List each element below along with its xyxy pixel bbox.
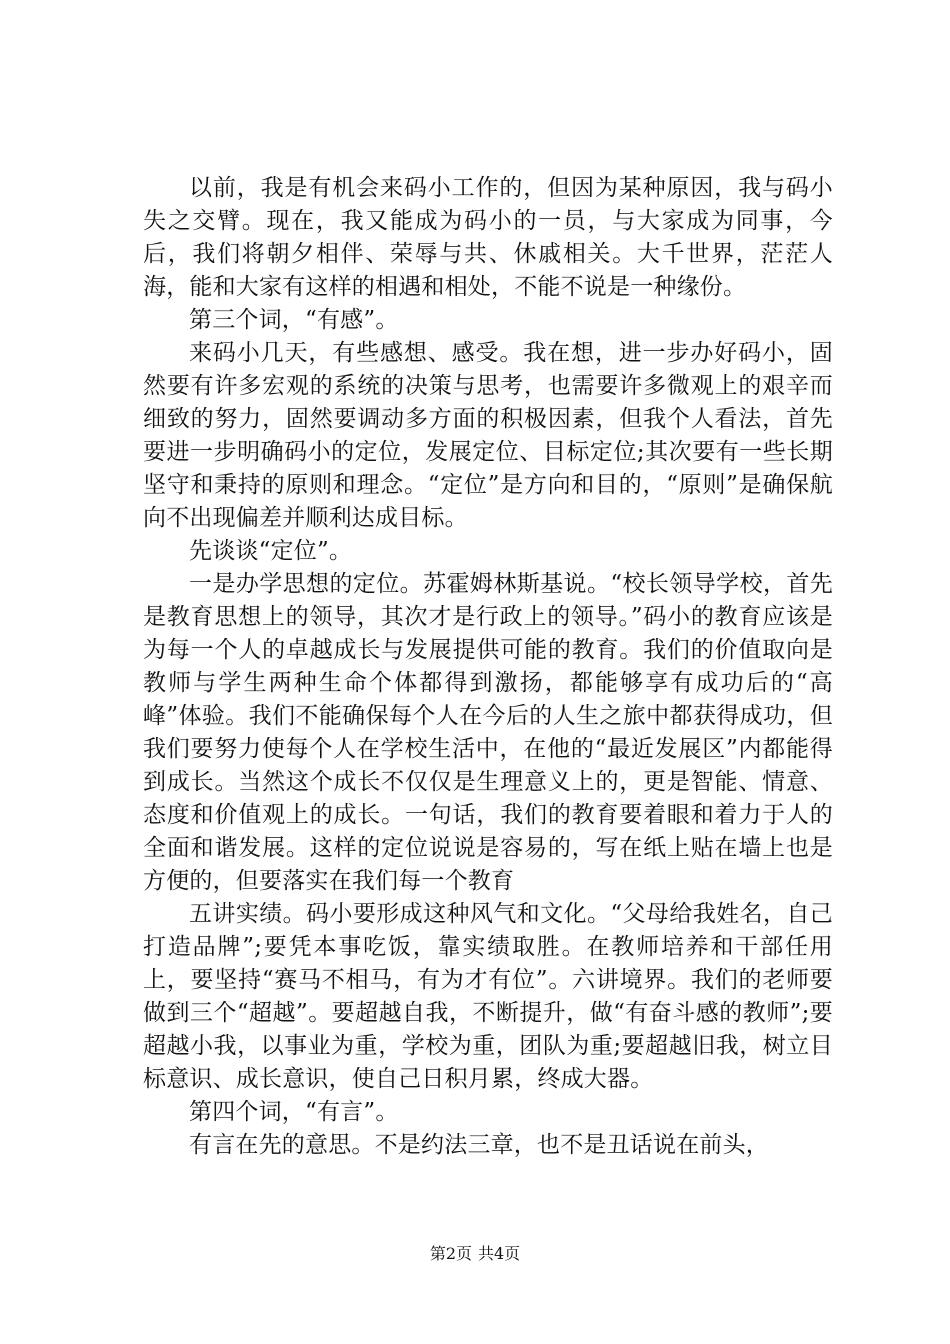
document-body (143, 172, 833, 1162)
paragraph-6: 五讲实绩。码小要形成这种风气和文化。“父母给我姓名，自己打造品牌”;要凭本事吃饭，靠实绩取胜。在教师培养和干部任用上，要坚持“赛马不相马，有为才有位”。六讲境界。我们的老师要做到三个“超越”。要超越自我，不断提升，做“有奋斗感的教师”;要超越小我，以事业为重，学校为重，团队为重;要超越旧我，树立目标意识、成长意识，使自己日积月累，终成大器。 (143, 901, 833, 1092)
paragraph-2: 第三个词，“有感”。 (189, 307, 399, 333)
paragraph-4: 先谈谈“定位”。 (189, 538, 353, 564)
paragraph-5: 一是办学思想的定位。苏霍姆林斯基说。“校长领导学校，首先是教育思想上的领导，其次才是行政上的领导。”码小的教育应该是为每一个人的卓越成长与发展提供可能的教育。我们的价值取向是教师与学生两种生命个体都得到激扬，都能够享有成功后的“高峰”体验。我们不能确保每个人在今后的人生之旅中都获得成功，但我们要努力使每个人在学校生活中，在他的“最近发展区”内都能得到成长。当然这个成长不仅仅是生理意义上的，更是智能、情意、态度和价值观上的成长。一句话，我们的教育要着眼和着力于人的全面和谐发展。这样的定位说说是容易的，写在纸上贴在墙上也是方便的，但要落实在我们每一个教育 (143, 571, 833, 894)
paragraph-3: 来码小几天，有些感想、感受。我在想，进一步办好码小，固然要有许多宏观的系统的决策与思考，也需要许多微观上的艰辛而细致的努力，固然要调动多方面的积极因素，但我个人看法，首先要进一步明确码小的定位，发展定位、目标定位;其次要有一些长期坚守和秉持的原则和理念。“定位”是方向和目的，“原则”是确保航向不出现偏差并顺利达成目标。 (143, 340, 833, 531)
page-number: 第2页 (429, 1244, 472, 1263)
page-total: 共4页 (478, 1244, 521, 1263)
paragraph-8: 有言在先的意思。不是约法三章，也不是丑话说在前头， (189, 1132, 769, 1158)
paragraph-7: 第四个词，“有言”。 (189, 1099, 399, 1125)
page-footer (0, 1244, 950, 1264)
paragraph-1: 以前，我是有机会来码小工作的，但因为某种原因，我与码小失之交臂。现在，我又能成为码小的一员，与大家成为同事，今后，我们将朝夕相伴、荣辱与共、休戚相关。大千世界，茫茫人海，能和大家有这样的相遇和相处，不能不说是一种缘份。 (143, 175, 833, 300)
